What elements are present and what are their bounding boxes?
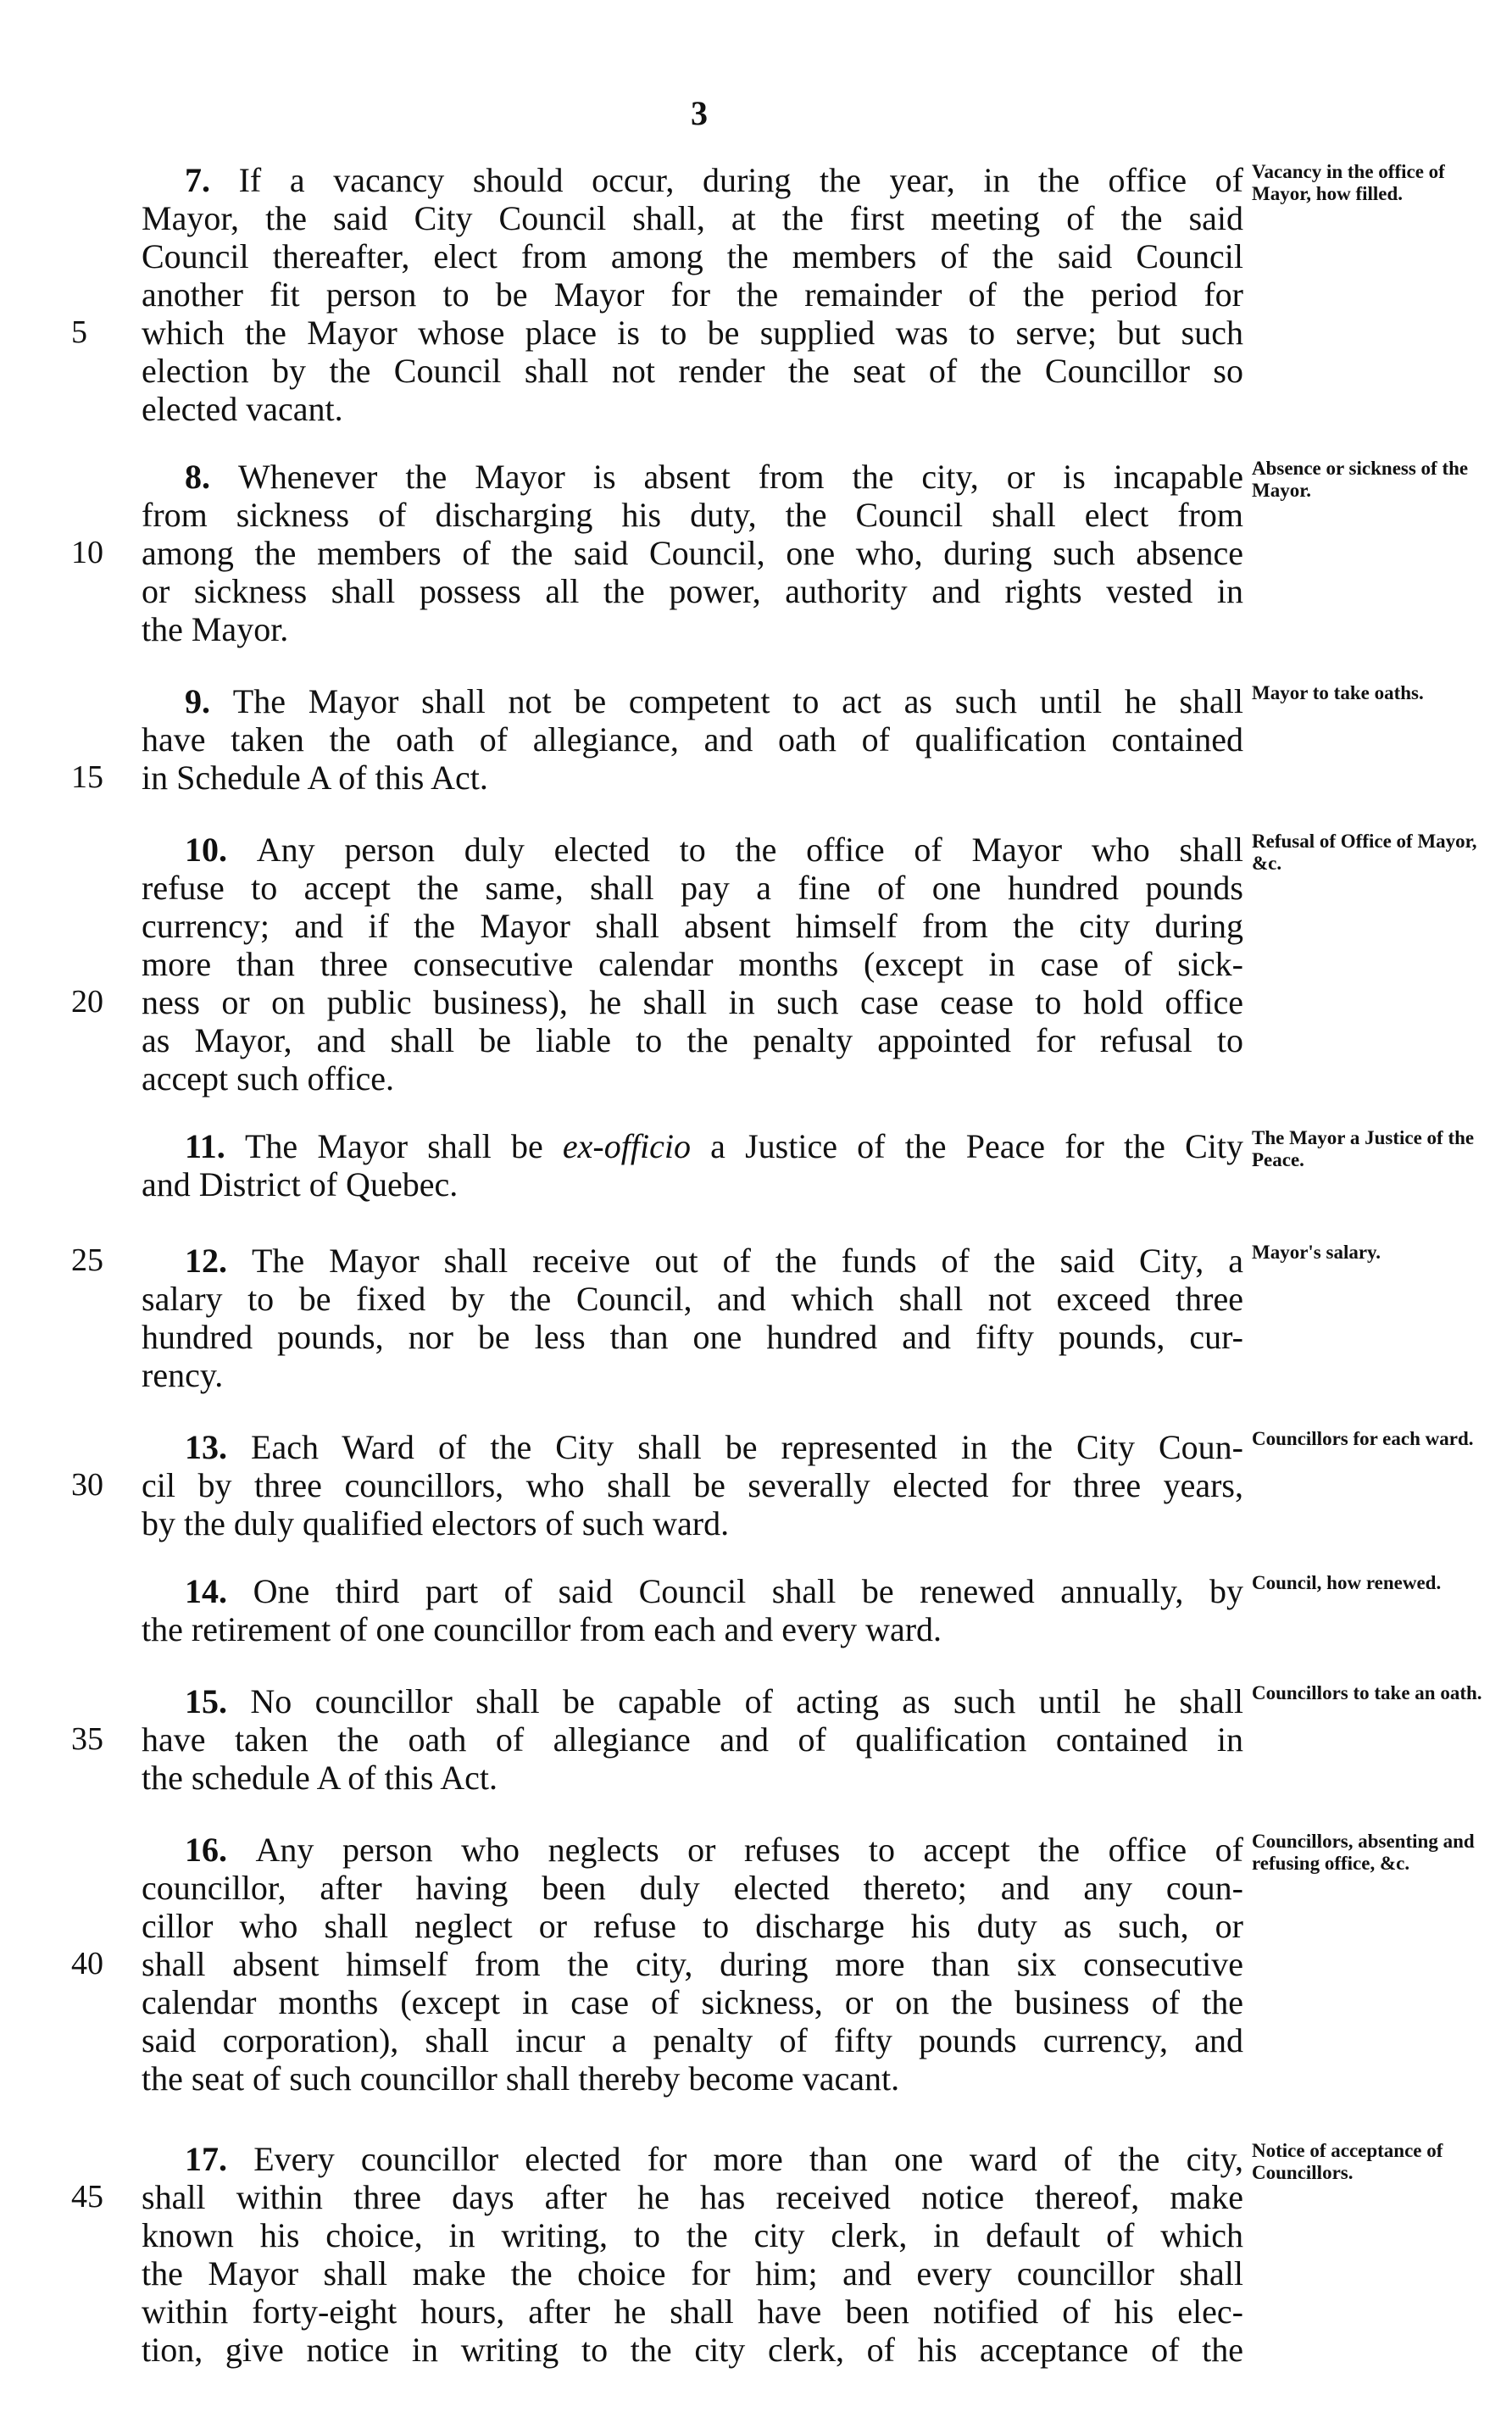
section-number: 17. [185, 2140, 254, 2178]
line-text: Council thereafter, elect from among the members of the said Council [142, 237, 1243, 275]
text-line [0, 907, 1512, 945]
line-text: have taken the oath of allegiance and of qualification contained in [142, 1720, 1243, 1759]
text-line [0, 2216, 1512, 2254]
line-text: 13. Each Ward of the City shall be represented in the City Coun- [185, 1428, 1243, 1466]
line-text: rency. [142, 1356, 224, 1394]
section-15 [0, 1682, 1512, 1797]
section-9 [0, 682, 1512, 797]
text-line [0, 983, 1512, 1021]
margin-note: Mayor's salary. [1252, 1242, 1381, 1263]
line-text: 7. If a vacancy should occur, during the year, in the office of [185, 161, 1243, 199]
text-line [0, 831, 1512, 869]
line-text: by the duly qualified electors of such ward. [142, 1504, 730, 1542]
line-text: 9. The Mayor shall not be competent to act as such until he shall [185, 682, 1244, 720]
line-number: 45 [71, 2179, 103, 2215]
text-line [0, 161, 1512, 199]
text-line [0, 1059, 1512, 1098]
line-text: the Mayor. [142, 610, 289, 648]
text-line [0, 1759, 1512, 1797]
section-13 [0, 1428, 1512, 1542]
line-text: Mayor, the said City Council shall, at the first meeting of the said [142, 199, 1243, 237]
text-line [0, 2178, 1512, 2216]
line-text: from sickness of discharging his duty, the Council shall elect from [142, 496, 1243, 534]
line-text: cillor who shall neglect or refuse to discharge his duty as such, or [142, 1907, 1243, 1945]
line-number: 25 [71, 1242, 103, 1278]
text-line [0, 390, 1512, 428]
line-text: have taken the oath of allegiance, and oath of qualification contained [142, 720, 1243, 759]
line-text: accept such office. [142, 1059, 394, 1098]
text-line [0, 1610, 1512, 1648]
line-text: the Mayor shall make the choice for him; and every councillor shall [142, 2254, 1243, 2292]
section-14 [0, 1572, 1512, 1648]
line-text: more than three consecutive calendar months (except in case of sick- [142, 945, 1243, 983]
section-number: 14. [185, 1572, 253, 1610]
text-line [0, 869, 1512, 907]
line-text: salary to be fixed by the Council, and which shall not exceed three [142, 1280, 1243, 1318]
line-text: said corporation), shall incur a penalty of fifty pounds currency, and [142, 2021, 1243, 2059]
line-text: tion, give notice in writing to the city clerk, of his acceptance of the [142, 2331, 1243, 2369]
line-text: the seat of such councillor shall thereby become vacant. [142, 2059, 900, 2098]
line-text: hundred pounds, nor be less than one hundred and fifty pounds, cur- [142, 1318, 1243, 1356]
section-number: 7. [185, 161, 239, 199]
line-number: 10 [71, 535, 103, 570]
text-line [0, 199, 1512, 237]
section-11 [0, 1127, 1512, 1203]
section-17 [0, 2140, 1512, 2369]
text-line [0, 352, 1512, 390]
line-text: and District of Quebec. [142, 1165, 459, 1203]
line-text: 10. Any person duly elected to the office of Mayor who shall [185, 831, 1244, 869]
line-text: or sickness shall possess all the power, authority and rights vested in [142, 572, 1243, 610]
line-text: elected vacant. [142, 390, 343, 428]
line-text: the schedule A of this Act. [142, 1759, 498, 1797]
margin-note: Councillors to take an oath. [1252, 1682, 1482, 1703]
section-number: 9. [185, 682, 233, 720]
line-text: 16. Any person who neglects or refuses to accept the office of [185, 1831, 1243, 1869]
line-text: election by the Council shall not render the seat of the Councillor so [142, 352, 1243, 390]
section-number: 10. [185, 831, 257, 869]
line-text: within forty-eight hours, after he shall have been notified of his elec- [142, 2292, 1243, 2331]
margin-note: The Mayor a Justice of the Peace. [1252, 1127, 1475, 1170]
text-line [0, 275, 1512, 314]
line-text: councillor, after having been duly elected thereto; and any coun- [142, 1869, 1243, 1907]
text-line [0, 458, 1512, 496]
text-line [0, 1983, 1512, 2021]
line-text: as Mayor, and shall be liable to the penalty appointed for refusal to [142, 1021, 1243, 1059]
section-16 [0, 1831, 1512, 2098]
margin-note: Refusal of Office of Mayor, &c. [1252, 831, 1477, 874]
line-text: 15. No councillor shall be capable of acting as such until he shall [185, 1682, 1244, 1720]
text-line [0, 2021, 1512, 2059]
line-text: ness or on public business), he shall in such case cease to hold office [142, 983, 1243, 1021]
text-line [0, 2292, 1512, 2331]
margin-note: Mayor to take oaths. [1252, 682, 1424, 703]
text-line [0, 720, 1512, 759]
text-line [0, 1720, 1512, 1759]
text-line [0, 534, 1512, 572]
margin-note: Vacancy in the office of Mayor, how filled. [1252, 161, 1445, 204]
text-line [0, 682, 1512, 720]
text-line [0, 2059, 1512, 2098]
text-line [0, 1831, 1512, 1869]
line-text: another fit person to be Mayor for the remainder of the period for [142, 275, 1243, 314]
line-text: shall absent himself from the city, during more than six consecutive [142, 1945, 1243, 1983]
text-line [0, 1682, 1512, 1720]
section-8 [0, 458, 1512, 648]
text-line [0, 1428, 1512, 1466]
line-text: 11. The Mayor shall be ex-officio a Justice of the Peace for the City [185, 1127, 1244, 1165]
italic-term: ex-officio [562, 1127, 691, 1165]
section-number: 11. [185, 1127, 245, 1165]
text-line [0, 2140, 1512, 2178]
line-text: 8. Whenever the Mayor is absent from the city, or is incapable [185, 458, 1244, 496]
line-text: 17. Every councillor elected for more than one ward of the city, [185, 2140, 1244, 2178]
line-text: in Schedule A of this Act. [142, 759, 488, 797]
line-text: cil by three councillors, who shall be severally elected for three years, [142, 1466, 1243, 1504]
line-number: 40 [71, 1946, 103, 1981]
margin-note: Absence or sickness of the Mayor. [1252, 458, 1469, 501]
text-line [0, 314, 1512, 352]
line-number: 30 [71, 1467, 103, 1503]
text-line [0, 572, 1512, 610]
line-number: 20 [71, 984, 103, 1020]
text-line [0, 610, 1512, 648]
text-line [0, 1466, 1512, 1504]
margin-note: Councillors, absenting and refusing office, &c. [1252, 1831, 1475, 1874]
line-text: shall within three days after he has received notice thereof, make [142, 2178, 1243, 2216]
text-line [0, 759, 1512, 797]
text-line [0, 1242, 1512, 1280]
text-line [0, 1356, 1512, 1394]
section-number: 12. [185, 1242, 252, 1280]
text-line [0, 2254, 1512, 2292]
text-line [0, 1572, 1512, 1610]
text-line [0, 1945, 1512, 1983]
text-line [0, 1280, 1512, 1318]
section-7 [0, 161, 1512, 428]
line-number: 15 [71, 759, 103, 795]
text-line [0, 496, 1512, 534]
line-text: 14. One third part of said Council shall be renewed annually, by [185, 1572, 1243, 1610]
margin-note: Notice of acceptance of Councillors. [1252, 2140, 1443, 2183]
text-line [0, 1021, 1512, 1059]
section-number: 13. [185, 1428, 252, 1466]
text-line [0, 1165, 1512, 1203]
text-line [0, 1504, 1512, 1542]
text-line [0, 945, 1512, 983]
line-text: known his choice, in writing, to the city clerk, in default of which [142, 2216, 1243, 2254]
margin-note: Council, how renewed. [1252, 1572, 1442, 1593]
line-number: 35 [71, 1721, 103, 1757]
line-text: the retirement of one councillor from each and every ward. [142, 1610, 942, 1648]
line-text: currency; and if the Mayor shall absent himself from the city during [142, 907, 1243, 945]
line-text: calendar months (except in case of sickness, or on the business of the [142, 1983, 1243, 2021]
text-line [0, 237, 1512, 275]
text-line [0, 1907, 1512, 1945]
line-number: 5 [71, 314, 87, 350]
page-number: 3 [691, 94, 708, 132]
line-text: which the Mayor whose place is to be supplied was to serve; but such [142, 314, 1243, 352]
section-number: 15. [185, 1682, 251, 1720]
line-text: refuse to accept the same, shall pay a fine of one hundred pounds [142, 869, 1243, 907]
text-line [0, 2331, 1512, 2369]
line-text: 12. The Mayor shall receive out of the funds of the said City, a [185, 1242, 1243, 1280]
text-line [0, 1127, 1512, 1165]
section-10 [0, 831, 1512, 1098]
text-line [0, 1869, 1512, 1907]
section-number: 16. [185, 1831, 256, 1869]
line-text: among the members of the said Council, one who, during such absence [142, 534, 1243, 572]
text-line [0, 1318, 1512, 1356]
section-12 [0, 1242, 1512, 1394]
margin-note: Councillors for each ward. [1252, 1428, 1474, 1449]
section-number: 8. [185, 458, 239, 496]
